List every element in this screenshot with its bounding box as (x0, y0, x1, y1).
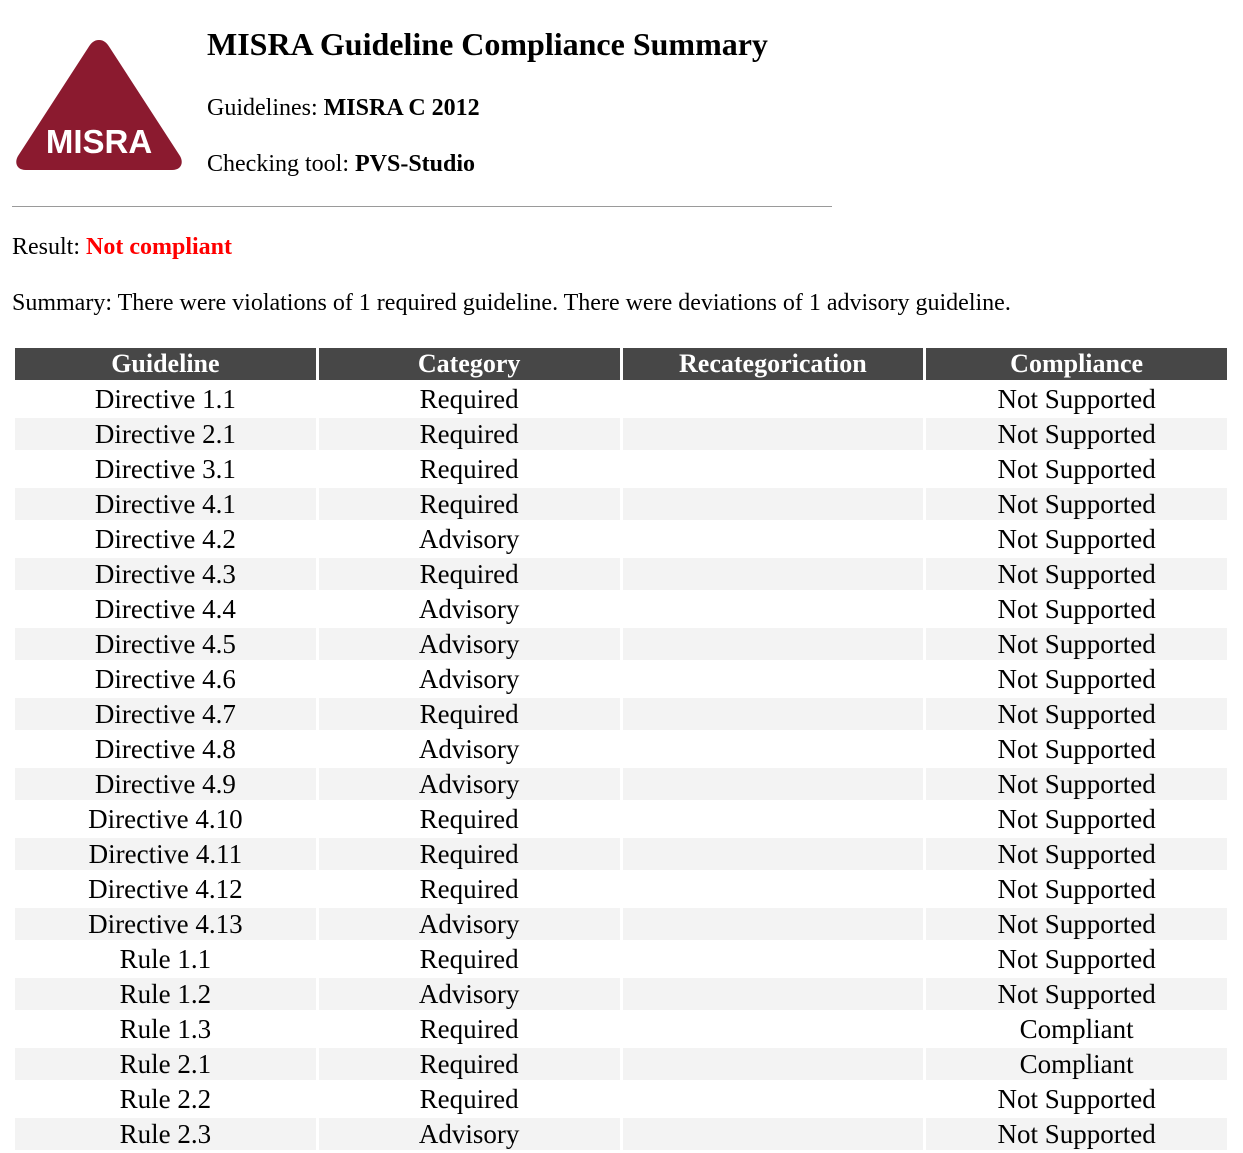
summary-text: Summary: There were violations of 1 required guideline. There were deviations of 1 advisory guideline. (12, 290, 1011, 316)
cell-compliance: Not Supported (926, 418, 1227, 450)
checking-tool-value: PVS-Studio (354, 151, 476, 177)
cell-compliance: Not Supported (926, 768, 1227, 800)
cell-category: Advisory (319, 768, 620, 800)
cell-category: Required (319, 1048, 620, 1080)
cell-guideline: Directive 4.6 (15, 663, 316, 695)
table-row (15, 838, 1227, 870)
cell-compliance: Not Supported (926, 1083, 1227, 1115)
cell-recategorization (623, 698, 924, 730)
cell-recategorization (623, 803, 924, 835)
cell-guideline: Directive 4.4 (15, 593, 316, 625)
cell-guideline: Directive 4.13 (15, 908, 316, 940)
cell-category: Required (319, 488, 620, 520)
table-row (15, 488, 1227, 520)
cell-category: Advisory (319, 593, 620, 625)
table-row (15, 523, 1227, 555)
cell-compliance: Not Supported (926, 453, 1227, 485)
cell-guideline: Directive 2.1 (15, 418, 316, 450)
cell-compliance: Not Supported (926, 908, 1227, 940)
cell-compliance: Not Supported (926, 943, 1227, 975)
cell-guideline: Rule 2.3 (15, 1118, 316, 1150)
table-row (15, 1013, 1227, 1045)
cell-recategorization (623, 733, 924, 765)
cell-recategorization (623, 453, 924, 485)
cell-recategorization (623, 873, 924, 905)
cell-compliance: Not Supported (926, 488, 1227, 520)
cell-compliance: Not Supported (926, 873, 1227, 905)
table-row (15, 908, 1227, 940)
result-value: Not compliant (86, 234, 233, 260)
cell-compliance: Not Supported (926, 523, 1227, 555)
cell-category: Required (319, 803, 620, 835)
column-header-category: Category (319, 348, 620, 380)
checking-tool-line (207, 149, 475, 179)
table-row (15, 1048, 1227, 1080)
table-row (15, 1083, 1227, 1115)
cell-compliance: Not Supported (926, 558, 1227, 590)
guidelines-value: MISRA C 2012 (323, 95, 480, 121)
cell-compliance: Compliant (926, 1048, 1227, 1080)
cell-category: Required (319, 1013, 620, 1045)
cell-guideline: Directive 4.8 (15, 733, 316, 765)
cell-guideline: Directive 4.7 (15, 698, 316, 730)
cell-category: Advisory (319, 663, 620, 695)
cell-category: Required (319, 418, 620, 450)
cell-guideline: Rule 1.3 (15, 1013, 316, 1045)
cell-category: Required (319, 453, 620, 485)
cell-guideline: Rule 2.1 (15, 1048, 316, 1080)
page-title: MISRA Guideline Compliance Summary (207, 26, 768, 62)
cell-recategorization (623, 943, 924, 975)
compliance-table (12, 345, 1230, 1153)
cell-category: Advisory (319, 908, 620, 940)
cell-category: Required (319, 943, 620, 975)
cell-recategorization (623, 663, 924, 695)
cell-guideline: Directive 4.1 (15, 488, 316, 520)
cell-guideline: Directive 3.1 (15, 453, 316, 485)
table-row (15, 418, 1227, 450)
table-row (15, 383, 1227, 415)
cell-guideline: Rule 1.1 (15, 943, 316, 975)
cell-category: Required (319, 838, 620, 870)
cell-recategorization (623, 488, 924, 520)
cell-recategorization (623, 1118, 924, 1150)
table-row (15, 628, 1227, 660)
table-header-row (15, 348, 1227, 380)
cell-guideline: Directive 4.9 (15, 768, 316, 800)
table-row (15, 698, 1227, 730)
cell-recategorization (623, 418, 924, 450)
logo-text: MISRA (45, 123, 153, 160)
table-row (15, 803, 1227, 835)
cell-guideline: Directive 4.10 (15, 803, 316, 835)
table-row (15, 1118, 1227, 1150)
result-label: Result: (12, 234, 87, 260)
cell-guideline: Rule 1.2 (15, 978, 316, 1010)
cell-guideline: Directive 4.2 (15, 523, 316, 555)
table-row (15, 453, 1227, 485)
cell-category: Required (319, 1083, 620, 1115)
checking-tool-label: Checking tool: (207, 151, 355, 177)
cell-compliance: Not Supported (926, 663, 1227, 695)
cell-compliance: Not Supported (926, 383, 1227, 415)
cell-recategorization (623, 1013, 924, 1045)
cell-guideline: Directive 4.11 (15, 838, 316, 870)
table-row (15, 943, 1227, 975)
guidelines-label: Guidelines: (207, 95, 324, 121)
cell-recategorization (623, 383, 924, 415)
cell-category: Advisory (319, 628, 620, 660)
table-row (15, 663, 1227, 695)
misra-logo (12, 36, 186, 172)
cell-recategorization (623, 523, 924, 555)
cell-category: Required (319, 558, 620, 590)
cell-compliance: Not Supported (926, 1118, 1227, 1150)
cell-compliance: Not Supported (926, 838, 1227, 870)
cell-guideline: Rule 2.2 (15, 1083, 316, 1115)
cell-recategorization (623, 908, 924, 940)
table-row (15, 593, 1227, 625)
cell-compliance: Not Supported (926, 733, 1227, 765)
cell-compliance: Not Supported (926, 593, 1227, 625)
cell-category: Required (319, 383, 620, 415)
cell-compliance: Not Supported (926, 628, 1227, 660)
cell-recategorization (623, 593, 924, 625)
table-row (15, 873, 1227, 905)
cell-recategorization (623, 978, 924, 1010)
cell-compliance: Not Supported (926, 803, 1227, 835)
cell-recategorization (623, 628, 924, 660)
cell-category: Required (319, 873, 620, 905)
table-body (15, 383, 1227, 1150)
cell-recategorization (623, 768, 924, 800)
cell-category: Required (319, 698, 620, 730)
table-row (15, 558, 1227, 590)
column-header-compliance: Compliance (926, 348, 1227, 380)
cell-recategorization (623, 558, 924, 590)
cell-recategorization (623, 1083, 924, 1115)
cell-category: Advisory (319, 1118, 620, 1150)
cell-category: Advisory (319, 523, 620, 555)
cell-compliance: Not Supported (926, 698, 1227, 730)
cell-compliance: Compliant (926, 1013, 1227, 1045)
table-row (15, 768, 1227, 800)
table-row (15, 733, 1227, 765)
compliance-table-container (12, 345, 1230, 1153)
cell-recategorization (623, 838, 924, 870)
cell-recategorization (623, 1048, 924, 1080)
cell-category: Advisory (319, 978, 620, 1010)
cell-guideline: Directive 1.1 (15, 383, 316, 415)
table-row (15, 978, 1227, 1010)
cell-category: Advisory (319, 733, 620, 765)
cell-guideline: Directive 4.12 (15, 873, 316, 905)
cell-guideline: Directive 4.5 (15, 628, 316, 660)
result-line (12, 232, 232, 262)
guidelines-line (207, 93, 480, 123)
cell-compliance: Not Supported (926, 978, 1227, 1010)
cell-guideline: Directive 4.3 (15, 558, 316, 590)
column-header-guideline: Guideline (15, 348, 316, 380)
header-divider (12, 206, 832, 207)
column-header-recategorization: Recategorication (623, 348, 924, 380)
